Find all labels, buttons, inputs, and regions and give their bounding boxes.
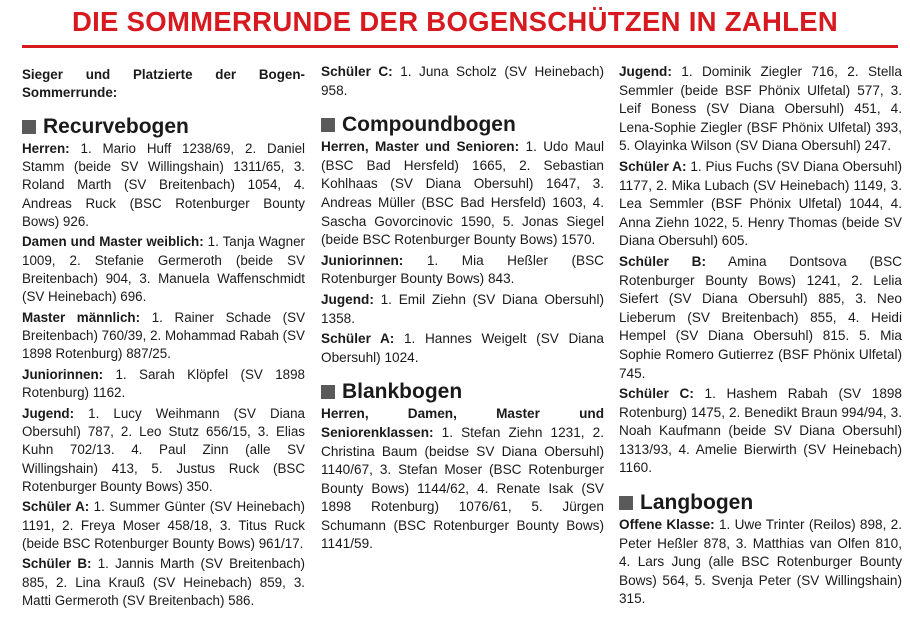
entry-label: Schüler A:: [321, 331, 395, 347]
section-title-compound: Compoundbogen: [342, 113, 516, 137]
entry-blank-jugend: [619, 63, 902, 156]
entry-compound-herren: [321, 138, 604, 250]
entry-text: 1. Mario Huff 1238/69, 2. Daniel Stamm (beide SV Willingshain) 1311/65, 3. Roland Marth (SV Breitenbach) 1054, 4. Andreas Ruck (BSC Rotenburger Bounty Bows) 926.: [22, 140, 305, 230]
entry-compound-jugend: [321, 291, 604, 328]
square-bullet-icon: [22, 120, 36, 134]
entry-label: Schüler C:: [619, 386, 694, 402]
section-head-recurve: [22, 114, 305, 140]
section-title-lang: Langbogen: [640, 491, 754, 515]
entry-text: 1. Udo Maul (BSC Bad Hersfeld) 1665, 2. Sebastian Kohlhaas (SV Diana Obersuhl) 1647, 3. Andreas Müller (BSC Bad Hersfeld) 1603, 4. Sascha Govorcinovic 1590, 5. Jonas Siegel (beide BSC Rotenburger Bounty Bows) 1570.: [321, 139, 604, 248]
entry-label: Damen und Master weiblich:: [22, 234, 204, 250]
entry-compound-juniorinnen: [321, 252, 604, 289]
entry-label: Schüler A:: [22, 499, 90, 515]
entry-text: 1. Pius Fuchs (SV Diana Obersuhl) 1177, 2. Mika Lubach (SV Heinebach) 1149, 3. Lea Semmler (BSF Phönix Ulfetal) 1044, 4. Anna Ziehn 1022, 5. Henry Thomas (beide SV Diana Obersuhl) 605.: [619, 158, 902, 249]
entry-label: Jugend:: [321, 291, 374, 307]
entry-text: 1. Summer Günter (SV Heinebach) 1191, 2. Freya Moser 458/18, 3. Titus Ruck (beide BSC Rotenburger Bounty Bows) 961/17.: [22, 499, 305, 551]
entry-text: 1. Lucy Weihmann (SV Diana Obersuhl) 787, 2. Leo Stutz 656/15, 3. Elias Kuhn 702/13. 4. Paul Zinn (alle SV Willingshain) 413, 5. Justus Ruck (BSC Rotenburger Bounty Bows) 350.: [22, 405, 305, 494]
entry-recurve-master: [22, 309, 305, 364]
entry-text: 1. Hannes Weigelt (SV Diana Obersuhl) 1024.: [321, 331, 604, 365]
entry-text: 1. Hashem Rabah (SV 1898 Rotenburg) 1475, 2. Benedikt Braun 994/94, 3. Noah Kaufmann (beide SV Diana Obersuhl) 1313/93, 4. Amelie Bierwirth (SV Heinebach) 1160.: [619, 386, 902, 476]
entry-label: Schüler B:: [619, 253, 706, 269]
entry-label: Jugend:: [22, 405, 75, 421]
entry-label: Offene Klasse:: [619, 517, 715, 533]
entry-label: Herren, Master und Senioren:: [321, 139, 520, 155]
entry-text: 1. Juna Scholz (SV Heinebach) 958.: [321, 64, 605, 98]
entry-label: Herren, Damen, Master und Seniorenklassen:: [321, 406, 604, 440]
column-3: [619, 66, 902, 611]
headline: DIE SOMMERRUNDE DER BOGENSCHÜTZEN IN ZAHLEN: [71, 6, 839, 37]
entry-label: Herren:: [22, 140, 70, 156]
entry-label: Schüler C:: [321, 64, 393, 79]
section-head-blank: [321, 379, 604, 405]
square-bullet-icon: [321, 118, 335, 132]
entry-recurve-schueler-a: [22, 498, 305, 553]
intro-text: Sieger und Platzierte der Bogen-Sommerrunde:: [22, 67, 305, 101]
entry-blank-schueler-b: [619, 253, 902, 383]
section-head-lang: [619, 490, 902, 516]
entry-recurve-damen: [22, 233, 305, 306]
entry-text: 1. Rainer Schade (SV Breitenbach) 760/39, 2. Mohammad Rabah (SV 1898 Rotenburg) 887/25.: [22, 309, 305, 362]
entry-text: 1. Jannis Marth (SV Breitenbach) 885, 2. Lina Krauß (SV Heinebach) 859, 3. Matti Germeroth (SV Breitenbach) 586.: [22, 556, 306, 608]
entry-blank-schueler-c: [619, 385, 902, 478]
entry-compound-schueler-a: [321, 330, 604, 367]
entry-label: Master männlich:: [22, 309, 141, 325]
entry-recurve-juniorinnen: [22, 366, 305, 403]
entry-text: 1. Mia Heßler (BSC Rotenburger Bounty Bows) 843.: [321, 252, 604, 287]
column-2: [321, 66, 604, 556]
entry-text: 1. Uwe Trinter (Reilos) 898, 2. Peter Heßler 878, 3. Matthias van Olfen 810, 4. Lars Jung (alle BSC Rotenburger Bounty Bows) 564, 5. Svenja Peter (SV Willingshain) 315.: [619, 517, 902, 607]
entry-text: 1. Tanja Wagner 1009, 2. Stefanie Germeroth (beide SV Breitenbach) 904, 3. Manuela Waffenschmidt (SV Heinebach) 696.: [22, 234, 305, 305]
section-head-compound: [321, 112, 604, 138]
entry-text: 1. Emil Ziehn (SV Diana Obersuhl) 1358.: [321, 291, 604, 326]
section-title-recurve: Recurvebogen: [43, 114, 189, 138]
entry-recurve-schueler-b: [22, 555, 305, 610]
entry-lang-offen: [619, 516, 902, 609]
entry-label: Juniorinnen:: [321, 252, 404, 268]
headline-rule: [22, 45, 898, 48]
entry-label: Schüler A:: [619, 158, 687, 174]
square-bullet-icon: [321, 385, 335, 399]
entry-recurve-herren: [22, 140, 305, 232]
entry-blank-schueler-a: [619, 158, 902, 251]
entry-recurve-jugend: [22, 405, 305, 497]
entry-label: Jugend:: [619, 64, 672, 79]
section-title-blank: Blankbogen: [342, 380, 463, 404]
entry-text: 1. Stefan Ziehn 1231, 2. Christina Baum (beidse SV Diana Obersuhl) 1140/67, 3. Stefan Moser (BSC Rotenburger Bounty Bows) 1144/62, 4. Renate Isak (SV 1898 Rotenburg) 1076/61, 5. Jürgen Schumann (BSC Rotenburger Bounty Bows) 1141/59.: [321, 424, 604, 552]
entry-recurve-schueler-c: [321, 63, 604, 100]
entry-label: Schüler B:: [22, 556, 92, 572]
entry-text: 1. Dominik Ziegler 716, 2. Stella Semmler (beide BSF Phönix Ulfetal) 577, 3. Leif Boness (SV Diana Obersuhl) 451, 4. Lena-Sophie Ziegler (BSF Phönix Ulfetal) 393, 5. Olayinka Wilson (SV Diana Obersuhl) 247.: [619, 64, 902, 154]
entry-blank-herren: [321, 405, 604, 554]
entry-text: 1. Sarah Klöpfel (SV 1898 Rotenburg) 1162.: [22, 366, 305, 401]
entry-label: Juniorinnen:: [22, 366, 104, 382]
column-1: [22, 66, 305, 612]
square-bullet-icon: [619, 496, 633, 510]
entry-text: Amina Dontsova (BSC Rotenburger Bounty Bows) 1241, 2. Lelia Siefert (SV Diana Obersuhl) 885, 3. Neo Lieberum (SV Breitenbach) 855, 4. Heidi Hempel (SV Diana Obersuhl) 815. 5. Mia Sophie Romero Gutierrez (BSF Phönix Ulfetal) 745.: [619, 253, 902, 381]
